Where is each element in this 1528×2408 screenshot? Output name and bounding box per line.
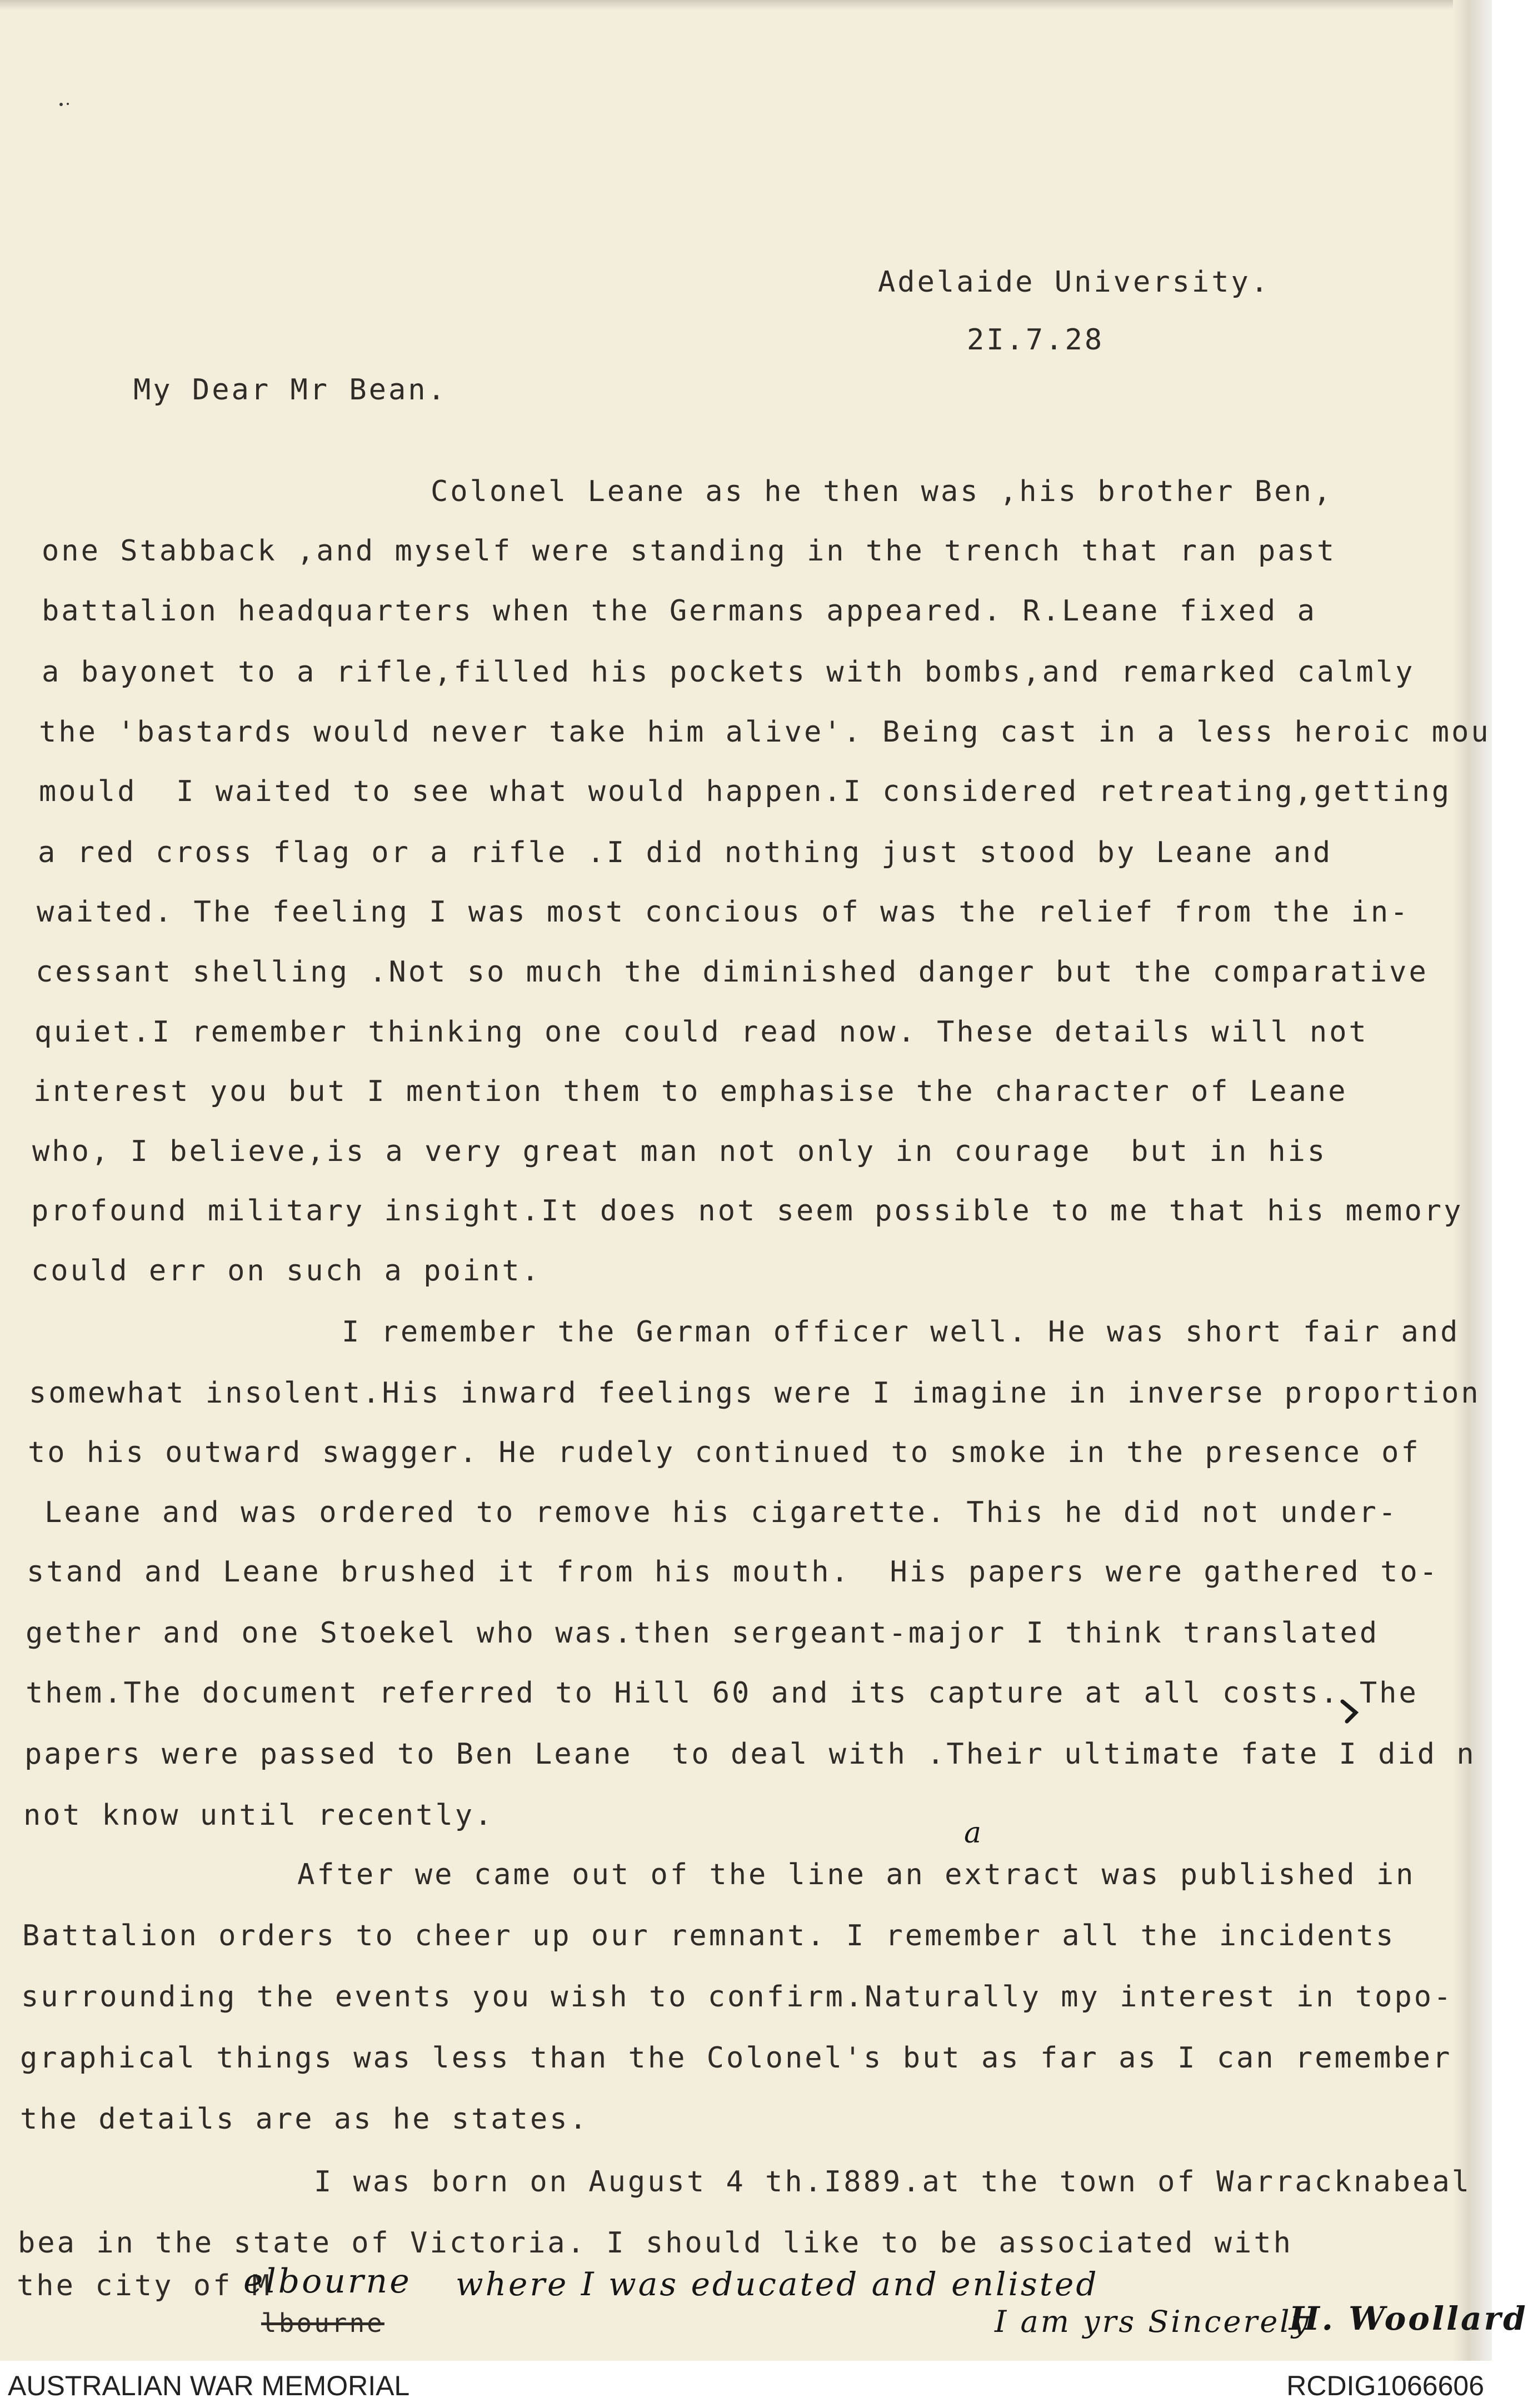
record-id: RCDIG1066606	[1286, 2370, 1484, 2401]
letter-line: a bayonet to a rifle,filled his pockets with bombs,and remarked calmly	[42, 655, 1415, 689]
letter-line: them.The document referred to Hill 60 and its capture at all costs. The	[26, 1676, 1419, 1710]
handwritten-insertion: a	[964, 1816, 984, 1850]
letter-line: mould I waited to see what would happen.I considered retreating,getting	[39, 775, 1452, 808]
letter-line: Colonel Leane as he then was ,his brother Ben,	[431, 475, 1334, 508]
letter-line: the city of M	[17, 2269, 272, 2302]
handwritten-city: elbourne	[243, 2262, 412, 2301]
ink-mark	[1339, 1697, 1361, 1725]
letter-line: surrounding the events you wish to confirm.Naturally my interest in topo-	[21, 1980, 1454, 2014]
letter-date: 2I.7.28	[967, 323, 1105, 357]
letter-line: quiet.I remember thinking one could read now. These details will not	[34, 1015, 1369, 1049]
archive-name: AUSTRALIAN WAR MEMORIAL	[8, 2370, 410, 2401]
letter-line: After we came out of the line an extract was published in	[297, 1858, 1416, 1891]
scan-speck	[56, 100, 78, 111]
letter-line: could err on such a point.	[31, 1254, 541, 1288]
letter-line: the details are as he states.	[20, 2102, 589, 2136]
letter-line: Leane and was ordered to remove his cigarette. This he did not under-	[44, 1496, 1399, 1529]
letter-line: battalion headquarters when the Germans appeared. R.Leane fixed a	[42, 594, 1317, 628]
struck-typed-text: lbourne	[261, 2308, 385, 2338]
letter-line: stand and Leane brushed it from his mouth. His papers were gathered to-	[27, 1555, 1440, 1589]
letter-line: gether and one Stoekel who was.then sergeant-major I think translated	[26, 1616, 1380, 1650]
letter-line: I remember the German officer well. He was short fair and	[342, 1315, 1460, 1349]
letter-line: the 'bastards would never take him alive'. Being cast in a less heroic mou	[39, 715, 1491, 749]
archive-footer	[0, 2361, 1492, 2408]
letter-line: somewhat insolent.His inward feelings were I imagine in inverse proportion	[29, 1376, 1481, 1410]
letter-line: cessant shelling .Not so much the diminished danger but the comparative	[36, 955, 1429, 989]
handwritten-signature: H. Woollard	[1289, 2300, 1528, 2337]
letter-line: graphical things was less than the Colonel's but as far as I can remember	[20, 2041, 1452, 2075]
letter-line: bea in the state of Victoria. I should like to be associated with	[18, 2226, 1293, 2260]
letter-line: not know until recently.	[23, 1799, 495, 1832]
letter-line: papers were passed to Ben Leane to deal with .Their ultimate fate I did n	[24, 1738, 1476, 1771]
letter-line: Battalion orders to cheer up our remnant. I remember all the incidents	[22, 1919, 1396, 1953]
letter-line: to his outward swagger. He rudely continued to smoke in the presence of	[28, 1436, 1421, 1469]
handwritten-signoff: I am yrs Sincerely	[995, 2304, 1311, 2339]
letter-line: profound military insight.It does not seem possible to me that his memory	[31, 1194, 1464, 1228]
letter-address: Adelaide University.	[878, 266, 1271, 299]
letter-line: I was born on August 4 th.I889.at the town of Warracknabeal	[314, 2165, 1472, 2199]
letter-salutation: My Dear Mr Bean.	[133, 373, 447, 407]
letter-line: a red cross flag or a rifle .I did nothing just stood by Leane and	[38, 836, 1333, 869]
letter-line: who, I believe,is a very great man not only in courage but in his	[32, 1135, 1327, 1168]
letter-line: waited. The feeling I was most concious of was the relief from the in-	[37, 895, 1410, 929]
letter-line: one Stabback ,and myself were standing in the trench that ran past	[42, 534, 1337, 568]
letter-line: interest you but I mention them to emphasise the character of Leane	[33, 1075, 1348, 1108]
handwritten-addition: where I was educated and enlisted	[456, 2265, 1099, 2303]
